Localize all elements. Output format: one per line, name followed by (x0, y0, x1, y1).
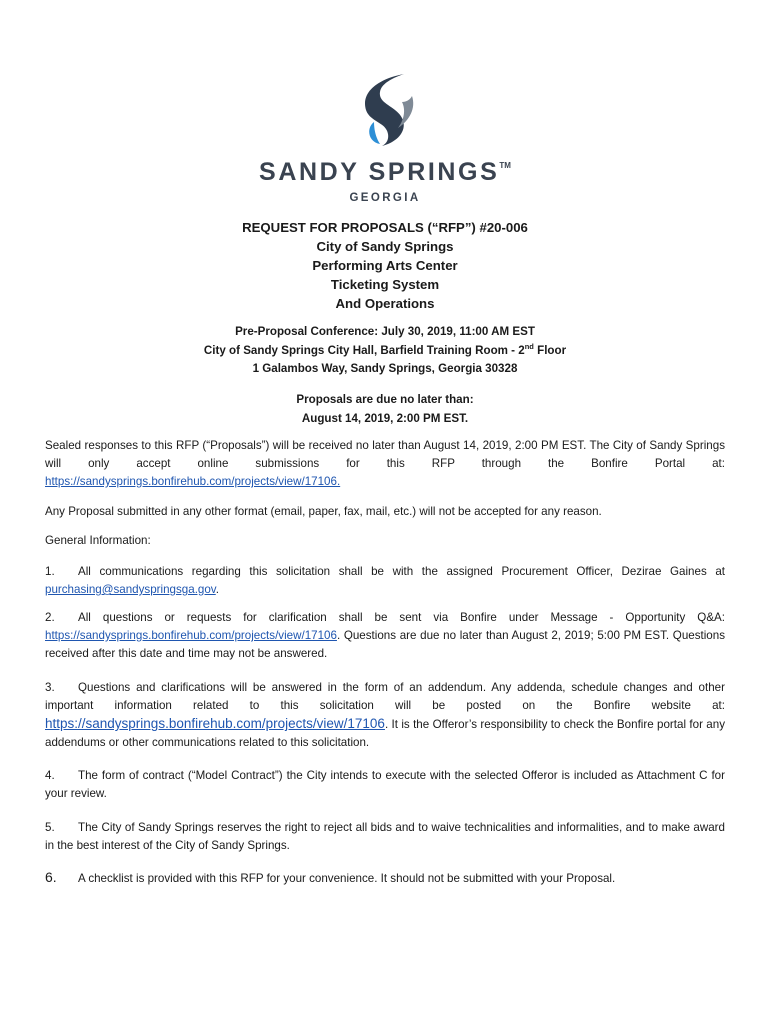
logo-trademark: TM (499, 161, 511, 170)
rfp-subject: Ticketing System (330, 277, 440, 292)
conference-date: Pre-Proposal Conference: July 30, 2019, 11:00 AM EST (235, 325, 535, 338)
logo-wordmark: SANDY SPRINGS™ (259, 158, 511, 186)
rfp-city: City of Sandy Springs (316, 239, 454, 254)
item-6: 6. A checklist is provided with this RFP for your convenience. It should not be submitted with your Proposal. (45, 869, 616, 885)
logo-blue-drop (369, 122, 380, 144)
bonfire-portal-link[interactable]: https://sandysprings.bonfirehub.com/projects/view/17106. (45, 475, 341, 488)
rfp-title-block (0, 218, 770, 313)
rfp-subject-2: And Operations (335, 296, 435, 311)
item-5: 5. The City of Sandy Springs reserves the right to reject all bids and to waive technicalities and informalities, and to make award in the best interest of the City of Sandy Springs. (45, 821, 725, 852)
sandy-springs-logo-icon (352, 72, 418, 152)
conference-address: 1 Galambos Way, Sandy Springs, Georgia 30328 (252, 362, 518, 375)
item-2: 2. All questions or requests for clarification shall be sent via Bonfire under Message - Opportunity Q&A: https://sandysprings.bonfirehub.com/projects/view/17106. Questions are due no later than August 2, 2019; 5:00 PM EST. Questions received after this date and time may not be answered. (45, 611, 725, 660)
logo-subtitle: GEORGIA (349, 192, 421, 204)
due-label: Proposals are due no later than: (296, 393, 474, 406)
format-notice: Any Proposal submitted in any other format (email, paper, fax, mail, etc.) will not be accepted for any reason. (45, 505, 602, 518)
item-3: 3. Questions and clarifications will be answered in the form of an addendum. Any addenda, schedule changes and other important information related to this solicitation will be posted on the Bonfire website at: https://sandysprings.bonfirehub.com/projects/view/17106. It is the Offeror’s responsibility to check the Bonfire portal for any addendums or other communications related to this solicitation. (45, 681, 725, 749)
due-date: August 14, 2019, 2:00 PM EST. (301, 411, 469, 425)
due-date-info (0, 391, 770, 428)
intro-paragraph: Sealed responses to this RFP (“Proposals”) will be received no later than August 14, 2019, 2:00 PM EST. The City of Sandy Springs will only accept online submissions for this RFP through the Bonfire Portal at: https://sandysprings.bonfirehub.com/projects/view/17106. (45, 439, 725, 488)
item-1: 1. All communications regarding this solicitation shall be with the assigned Procurement Officer, Dezirae Gaines at purchasing@sandyspringsga.gov. (45, 565, 725, 596)
rfp-venue: Performing Arts Center (312, 258, 458, 273)
general-info-heading: General Information: (45, 534, 151, 547)
rfp-title: REQUEST FOR PROPOSALS (“RFP”) #20-006 (242, 220, 528, 235)
purchasing-email-link[interactable]: purchasing@sandyspringsga.gov (45, 583, 216, 596)
item-4: 4. The form of contract (“Model Contract”) the City intends to execute with the selected Offeror is included as Attachment C for your review. (45, 769, 725, 800)
bonfire-qa-link[interactable]: https://sandysprings.bonfirehub.com/projects/view/17106 (45, 629, 337, 642)
conference-info (0, 323, 770, 379)
bonfire-website-link[interactable]: https://sandysprings.bonfirehub.com/projects/view/17106 (45, 716, 385, 731)
conference-location: City of Sandy Springs City Hall, Barfield Training Room - 2nd Floor (203, 341, 567, 357)
